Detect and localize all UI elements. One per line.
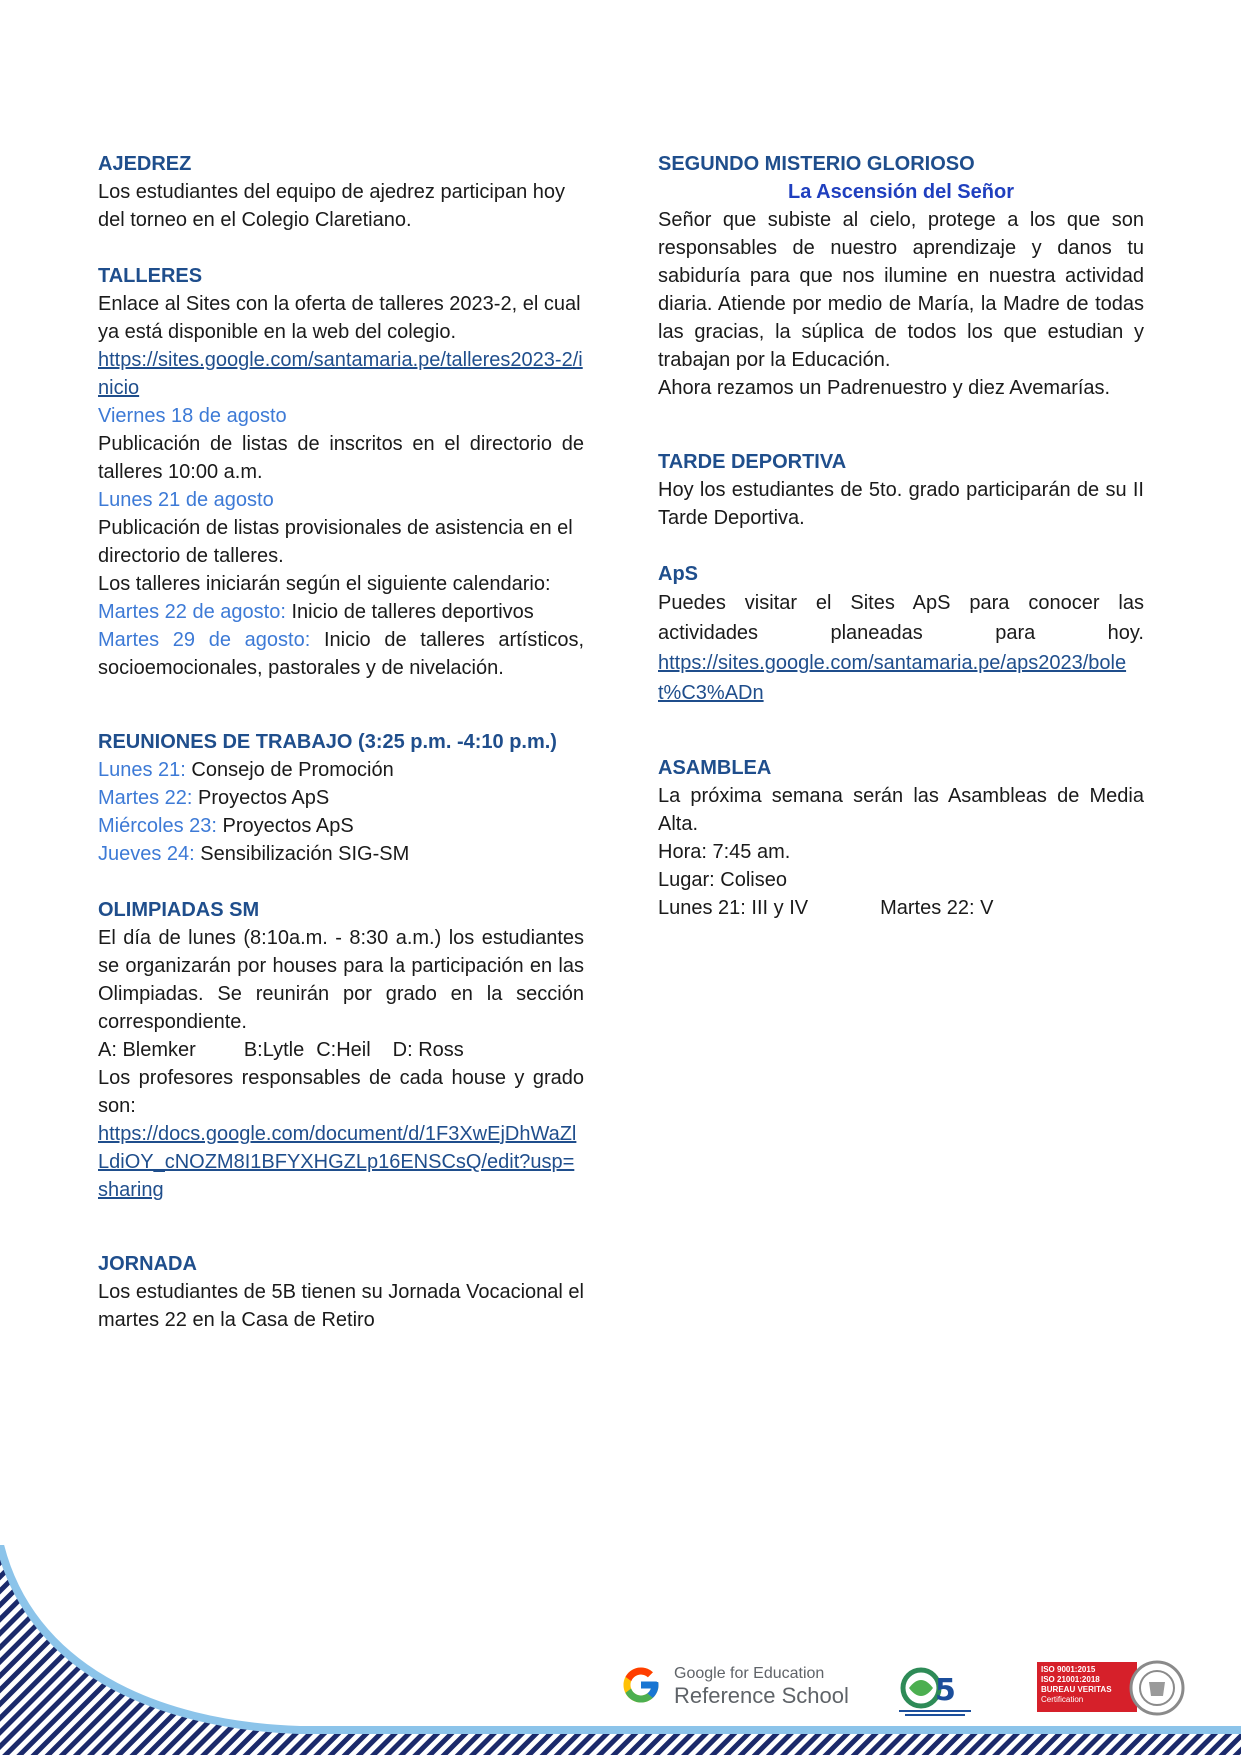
- house-a: A: Blemker: [98, 1039, 196, 1061]
- reuniones-day: Martes 22:: [98, 787, 193, 809]
- ajedrez-heading: AJEDREZ: [98, 153, 192, 175]
- aps-link[interactable]: https://sites.google.com/santamaria.pe/aps2023/bolet%C3%ADn: [658, 652, 1127, 704]
- proyecto-educativo-logo: [895, 1658, 975, 1718]
- google-line-2: Reference School: [674, 1683, 849, 1708]
- reuniones-day: Miércoles 23:: [98, 815, 217, 837]
- reuniones-item: [98, 840, 584, 868]
- olimpiadas-houses: [98, 1036, 584, 1064]
- talleres-intro: Enlace al Sites con la oferta de talleres 2023-2, el cual ya está disponible en la web del colegio.: [98, 293, 581, 343]
- talleres-date-1: Viernes 18 de agosto: [98, 405, 287, 427]
- reuniones-text: Proyectos ApS: [216, 815, 354, 837]
- bv-line-1: ISO 9001:2015: [1041, 1665, 1096, 1674]
- right-column: [658, 150, 1144, 922]
- tarde-heading: TARDE DEPORTIVA: [658, 451, 847, 473]
- footer-wave-decoration: [0, 1545, 1241, 1755]
- talleres-text-1: Publicación de listas de inscritos en el directorio de talleres 10:00 a.m.: [98, 433, 584, 483]
- talleres-link[interactable]: https://sites.google.com/santamaria.pe/talleres2023-2/inicio: [98, 349, 583, 399]
- reuniones-item: [98, 756, 584, 784]
- olimpiadas-heading: OLIMPIADAS SM: [98, 899, 260, 921]
- misterio-closing: Ahora rezamos un Padrenuestro y diez Avemarías.: [658, 377, 1111, 399]
- google-g-icon: [620, 1664, 662, 1706]
- talleres-schedule-1: [98, 598, 584, 626]
- reuniones-text: Consejo de Promoción: [185, 759, 394, 781]
- talleres-text-5: Inicio de talleres artísticos, socioemocionales, pastorales y de nivelación.: [98, 629, 585, 679]
- bureau-veritas-seal-icon: [1129, 1660, 1185, 1716]
- bv-line-3: BUREAU VERITAS: [1041, 1685, 1112, 1694]
- talleres-date-2: Lunes 21 de agosto: [98, 489, 274, 511]
- bv-line-2: ISO 21001:2018: [1041, 1675, 1100, 1684]
- asamblea-day-2: Martes 22: V: [880, 897, 994, 919]
- reuniones-heading: REUNIONES DE TRABAJO (3:25 p.m. -4:10 p.m.): [98, 731, 557, 753]
- left-column: [98, 150, 584, 1334]
- olimpiadas-link[interactable]: https://docs.google.com/document/d/1F3XwEjDhWaZlLdiOY_cNOZM8I1BFYXHGZLp16ENSCsQ/edit?usp=sharing: [98, 1123, 577, 1201]
- google-for-education-logo: [620, 1660, 850, 1710]
- asamblea-heading: ASAMBLEA: [658, 757, 772, 779]
- talleres-text-3: Los talleres iniciarán según el siguiente calendario:: [98, 573, 551, 595]
- talleres-text-4: Inicio de talleres deportivos: [285, 601, 534, 623]
- bv-line-4: Certification: [1041, 1695, 1084, 1704]
- tarde-body: Hoy los estudiantes de 5to. grado participarán de su II Tarde Deportiva.: [658, 479, 1144, 529]
- asamblea-lugar: Lugar: Coliseo: [658, 869, 787, 891]
- talleres-heading: TALLERES: [98, 265, 203, 287]
- asamblea-body: La próxima semana serán las Asambleas de Media Alta.: [658, 785, 1144, 835]
- ajedrez-body: Los estudiantes del equipo de ajedrez participan hoy del torneo en el Colegio Claretiano.: [98, 181, 565, 231]
- bureau-veritas-logo: [1037, 1660, 1192, 1714]
- olimpiadas-body-2: Los profesores responsables de cada house y grado son:: [98, 1067, 584, 1117]
- house-d: D: Ross: [392, 1039, 464, 1061]
- asamblea-day-1: Lunes 21: III y IV: [658, 897, 809, 919]
- jornada-body: Los estudiantes de 5B tienen su Jornada Vocacional el martes 22 en la Casa de Retiro: [98, 1281, 584, 1331]
- talleres-date-4: Martes 29 de agosto:: [98, 629, 311, 651]
- google-line-1: Google for Education: [674, 1665, 825, 1682]
- jornada-heading: JORNADA: [98, 1253, 197, 1275]
- reuniones-item: [98, 784, 584, 812]
- talleres-schedule-2: [98, 626, 584, 682]
- olimpiadas-body: El día de lunes (8:10a.m. - 8:30 a.m.) los estudiantes se organizarán por houses para la participación en las Olimpiadas. Se reunirán por grado en la sección correspondiente.: [98, 927, 584, 1033]
- house-c: C:Heil: [316, 1039, 371, 1061]
- reuniones-day: Jueves 24:: [98, 843, 195, 865]
- house-b: B:Lytle: [243, 1039, 305, 1061]
- talleres-date-3: Martes 22 de agosto:: [98, 601, 286, 623]
- svg-text:5: 5: [935, 1673, 956, 1708]
- reuniones-text: Sensibilización SIG-SM: [194, 843, 410, 865]
- aps-body: Puedes visitar el Sites ApS para conocer las actividades planeadas para hoy.: [658, 592, 1144, 644]
- reuniones-text: Proyectos ApS: [192, 787, 330, 809]
- aps-heading: ApS: [658, 563, 698, 585]
- reuniones-day: Lunes 21:: [98, 759, 186, 781]
- reuniones-item: [98, 812, 584, 840]
- asamblea-days: [658, 894, 1144, 922]
- misterio-heading: SEGUNDO MISTERIO GLORIOSO: [658, 153, 975, 175]
- asamblea-hora: Hora: 7:45 am.: [658, 841, 791, 863]
- misterio-body: Señor que subiste al cielo, protege a los que son responsables de nuestro aprendizaje y danos tu sabiduría para que nos ilumine en nuestra actividad diaria. Atiende por medio de María, la Madre de todas las gracias, la súplica de todos los que estudian y trabajan por la Educación.: [658, 209, 1144, 371]
- misterio-subtitle: La Ascensión del Señor: [788, 181, 1014, 203]
- talleres-text-2: Publicación de listas provisionales de asistencia en el directorio de talleres.: [98, 517, 573, 567]
